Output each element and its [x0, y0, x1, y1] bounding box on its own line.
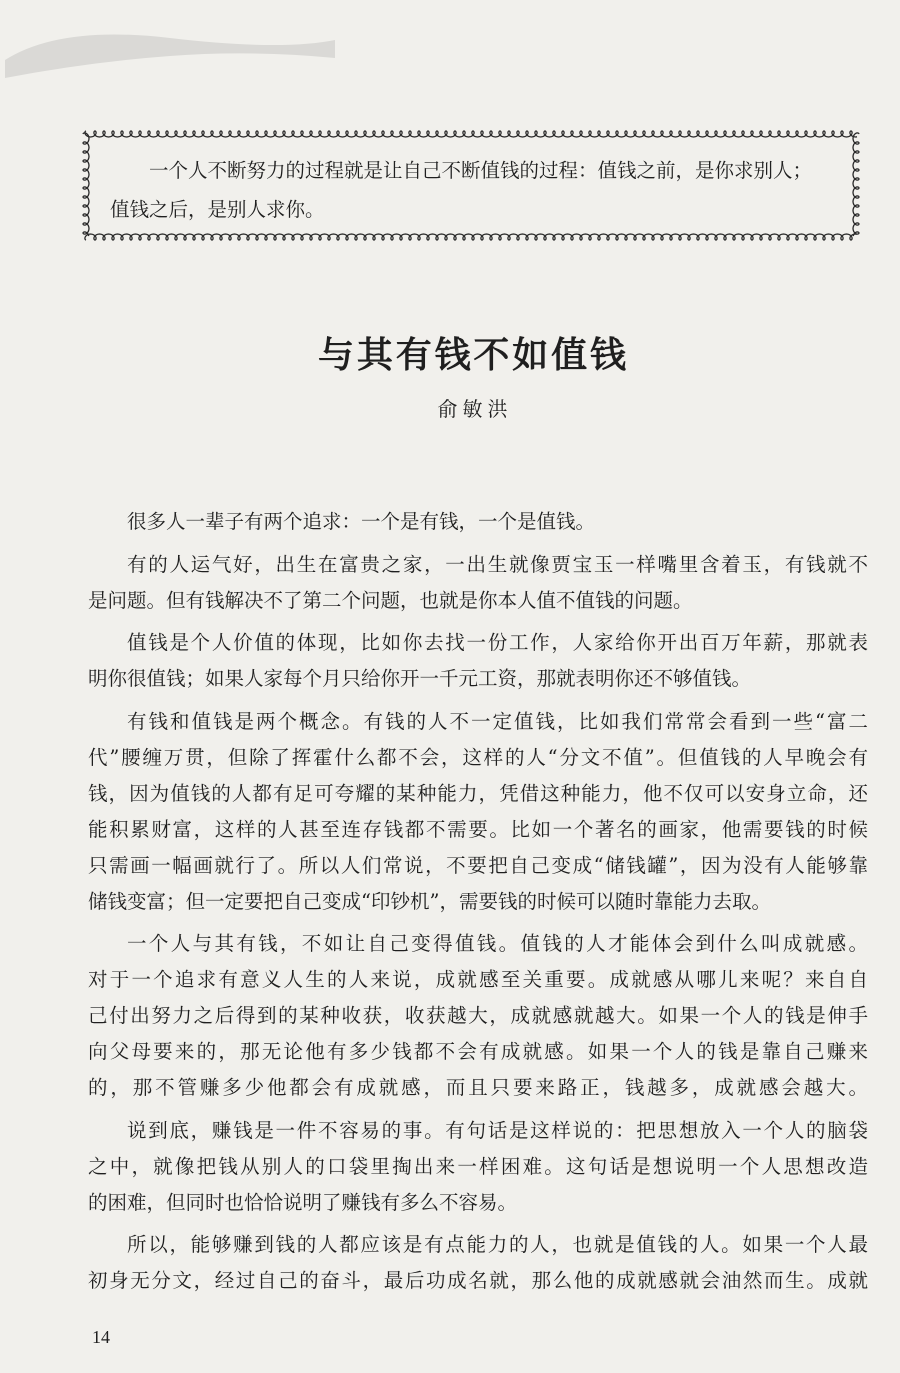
epigraph-line: 值钱之后，是别人求你。 [110, 198, 325, 221]
text-line: 之中，就像把钱从别人的口袋里掏出来一样困难。这句话是想说明一个人思想改造 [88, 1154, 868, 1178]
ornamental-border-bottom [85, 234, 857, 240]
ornamental-border-top [85, 131, 857, 137]
epigraph-line: 一个人不断努力的过程就是让自己不断值钱的过程：值钱之前，是你求别人； [149, 159, 813, 182]
article-title: 与其有钱不如值钱 [318, 334, 626, 376]
text-line: 储钱变富；但一定要把自己变成“印钞机”，需要钱的时候可以随时靠能力去取。 [88, 889, 771, 913]
paragraph [88, 504, 868, 540]
text-line: 钱，因为值钱的人都有足可夸耀的某种能力，凭借这种能力，他不仅可以安身立命，还 [88, 781, 868, 805]
text-line: 的困难，但同时也恰恰说明了赚钱有多么不容易。 [88, 1190, 518, 1214]
running-header-ornament [0, 20, 340, 80]
text-line: 能积累财富，这样的人甚至连存钱都不需要。比如一个著名的画家，他需要钱的时候 [88, 817, 868, 841]
ornamental-border-left [83, 133, 89, 236]
text-line: 说到底，赚钱是一件不容易的事。有句话是这样说的：把思想放入一个人的脑袋 [127, 1118, 868, 1142]
text-line: 所以，能够赚到钱的人都应该是有点能力的人，也就是值钱的人。如果一个人最 [127, 1233, 868, 1256]
text-line: 的，那不管赚多少他都会有成就感，而且只要来路正，钱越多，成就感会越大。 [88, 1076, 868, 1099]
text-line: 代”腰缠万贯，但除了挥霍什么都不会，这样的人“分文不值”。但值钱的人早晚会有 [88, 745, 868, 769]
text-line: 有钱和值钱是两个概念。有钱的人不一定值钱，比如我们常常会看到一些“富二 [127, 709, 868, 733]
text-line: 只需画一幅画就行了。所以人们常说，不要把自己变成“储钱罐”，因为没有人能够靠 [88, 853, 868, 877]
epigraph-box [80, 128, 862, 243]
paragraph [88, 926, 868, 1106]
paragraph [88, 1227, 868, 1299]
text-line: 己付出努力之后得到的某种收获，收获越大，成就感就越大。如果一个人的钱是伸手 [88, 1004, 868, 1027]
text-line: 一个人与其有钱，不如让自己变得值钱。值钱的人才能体会到什么叫成就感。 [127, 932, 868, 955]
ornamental-border-right [853, 133, 859, 236]
text-line: 向父母要来的，那无论他有多少钱都不会有成就感。如果一个人的钱是靠自己赚来 [88, 1040, 868, 1063]
paragraph [88, 704, 868, 920]
text-line: 值钱是个人价值的体现，比如你去找一份工作，人家给你开出百万年薪，那就表 [127, 631, 868, 654]
text-line: 很多人一辈子有两个追求：一个是有钱，一个是值钱。 [127, 510, 596, 533]
article-author: 俞敏洪 [437, 397, 513, 421]
paragraph [88, 547, 868, 619]
text-line: 明你很值钱；如果人家每个月只给你开一千元工资，那就表明你还不够值钱。 [88, 667, 752, 690]
text-line: 有的人运气好，出生在富贵之家，一出生就像贾宝玉一样嘴里含着玉，有钱就不 [127, 552, 868, 576]
page-number: 14 [92, 1327, 110, 1347]
text-line: 初身无分文，经过自己的奋斗，最后功成名就，那么他的成就感就会油然而生。成就 [88, 1269, 868, 1292]
text-line: 是问题。但有钱解决不了第二个问题，也就是你本人值不值钱的问题。 [88, 588, 693, 612]
text-line: 对于一个追求有意义人生的人来说，成就感至关重要。成就感从哪儿来呢？来自自 [88, 968, 868, 991]
paragraph [88, 1113, 868, 1221]
article-body [88, 504, 868, 1299]
paragraph [88, 625, 868, 697]
